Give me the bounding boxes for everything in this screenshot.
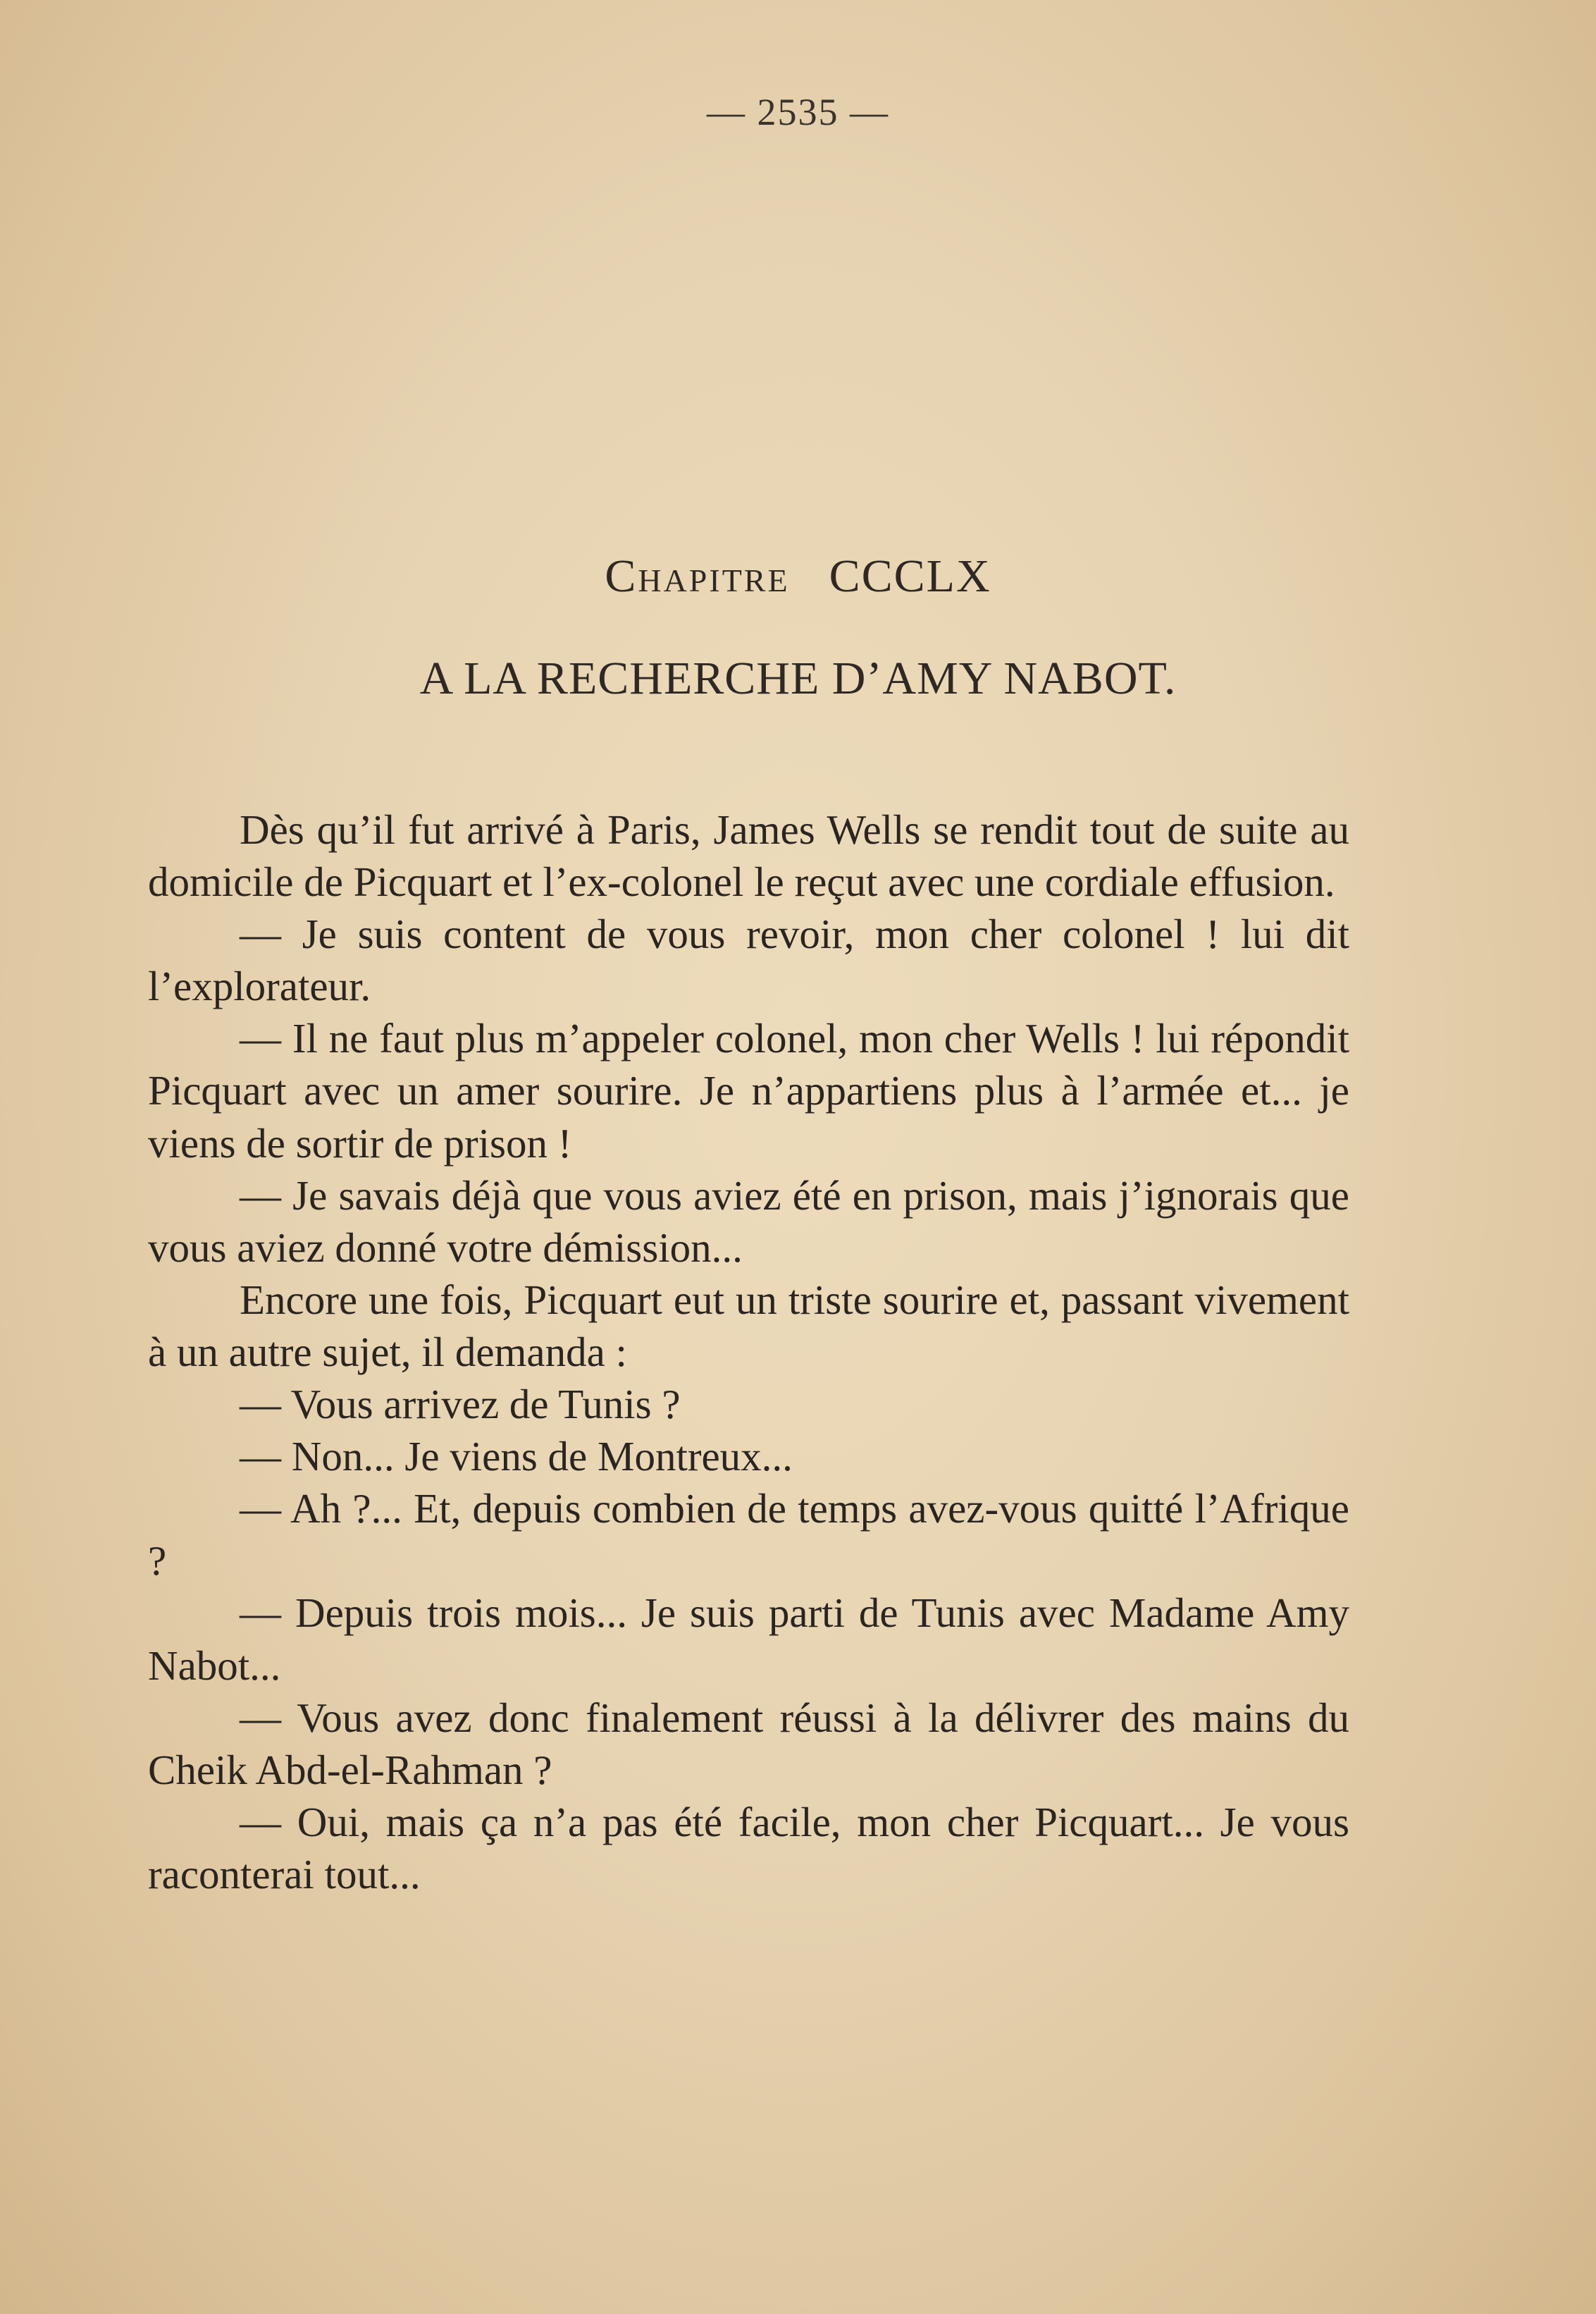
paragraph: — Vous arrivez de Tunis ? bbox=[240, 1381, 681, 1428]
page-number: — 2535 — bbox=[707, 91, 889, 133]
paragraph: — Il ne faut plus m’appeler colonel, mon cher Wells ! lui répondit Picquart avec un amer sourire. Je n’appartiens plus à l’armée et... je viens de sortir de prison ! bbox=[148, 1015, 1349, 1167]
paragraph: — Vous avez donc finalement réussi à la délivrer des mains du Cheik Abd-el-Rahman ? bbox=[148, 1694, 1349, 1793]
paragraph: — Oui, mais ça n’a pas été facile, mon cher Picquart... Je vous raconterai tout... bbox=[148, 1798, 1349, 1897]
paragraph: Dès qu’il fut arrivé à Paris, James Wells se rendit tout de suite au domicile de Picquart et l’ex-colonel le reçut avec une cordiale effusion. bbox=[148, 806, 1349, 906]
chapter-heading bbox=[0, 550, 1596, 603]
chapter-body bbox=[148, 804, 1349, 1900]
chapter-label: Chapitre bbox=[605, 550, 790, 602]
paragraph: — Depuis trois mois... Je suis parti de Tunis avec Madame Amy Nabot... bbox=[148, 1589, 1349, 1689]
paragraph: Encore une fois, Picquart eut un triste sourire et, passant vivement à un autre sujet, il demanda : bbox=[148, 1276, 1349, 1375]
paragraph: — Ah ?... Et, depuis combien de temps avez-vous quitté l’Afrique ? bbox=[148, 1485, 1349, 1584]
paragraph: — Je suis content de vous revoir, mon cher colonel ! lui dit l’explorateur. bbox=[148, 911, 1349, 1010]
chapter-title: A LA RECHERCHE D’AMY NABOT. bbox=[419, 653, 1177, 704]
paragraph: — Non... Je viens de Montreux... bbox=[240, 1433, 793, 1480]
paragraph: — Je savais déjà que vous aviez été en prison, mais j’ignorais que vous aviez donné votre démission... bbox=[148, 1171, 1349, 1271]
chapter-number: CCCLX bbox=[829, 550, 991, 602]
